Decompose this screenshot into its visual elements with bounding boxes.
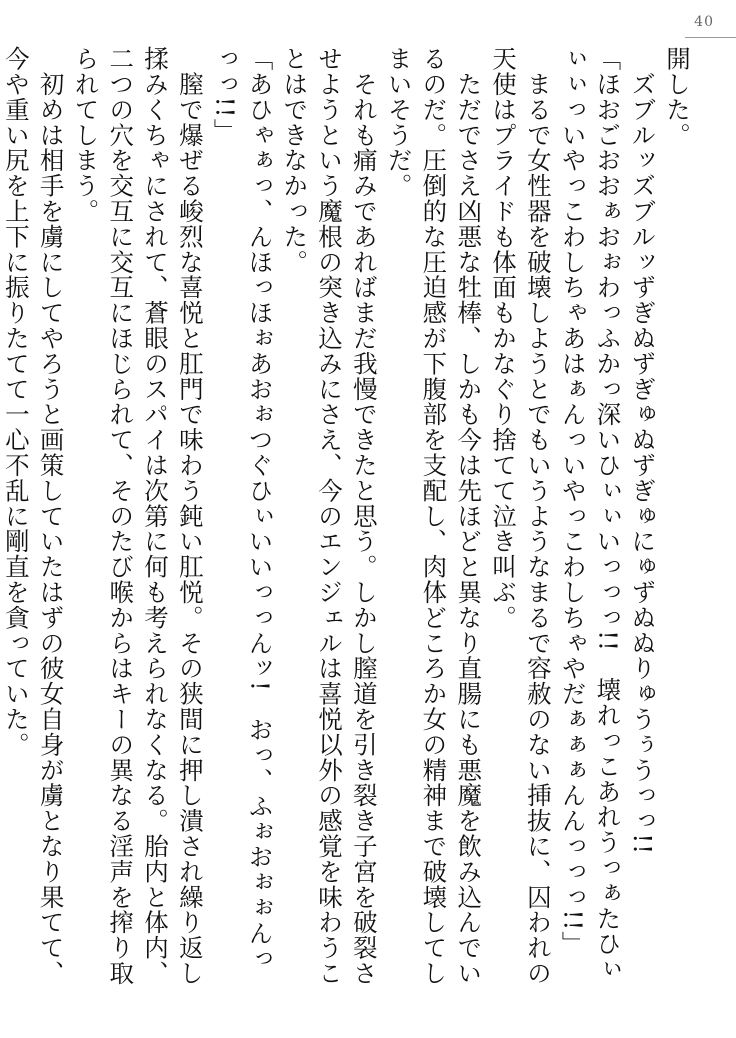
dialogue-paragraph: 「あひゃぁっ、んほっほぉあおぉつぐひぃいいっっんッ! おっ、ふぉおぉぉんっっっ!!」 (210, 46, 275, 972)
paragraph: 膣で爆ぜる峻烈な喜悦と肛門で味わう鈍い肛悦。その狭間に押し潰され繰り返し揉みくちゃにされて、蒼眼のスパイは次第に何も考えられなくなる。胎内と体内、二つの穴を交互に交互にほじられて、そのたび喉からはキーの異なる淫声を搾り取られてしまう。 (71, 46, 205, 986)
paragraph: それも痛みであればまだ我慢できたと思う。しかし膣道を引き裂き子宮を破裂させようという魔根の突き込みにさえ、今のエンジェルは喜悦以外の感覚を味わうことはできなかった。 (280, 46, 379, 986)
paragraph: まるで女性器を破壊しようとでもいうようなまるで容赦のない挿抜に、囚われの天使はプライドも体面もかなぐり捨てて泣き叫ぶ。 (489, 46, 553, 986)
paragraph: ただでさえ凶悪な牡棒、しかも今は先ほどと異なり直腸にも悪魔を飲み込んでいるのだ。圧倒的な圧迫感が下腹部を支配し、肉体どころか女の精神まで破壊してしまいそうだ。 (384, 46, 484, 986)
paragraph: 開した。 (663, 46, 692, 148)
paragraph: 初めは相手を虜にしてやろうと画策していたはずの彼女自身が虜となり果てて、今や重い尻を上下に振りたてて一心不乱に剛直を貪っていた。 (1, 46, 66, 986)
dialogue-paragraph: 「ほおごおおぁおぉわっふかっ深いひぃぃいっっっ!! 壊れっこあれうっぁたひぃぃぃっいやっこわしちゃあはぁんっいやっこわしちゃやだぁぁぁんんっっっ!!」 (558, 46, 623, 982)
vertical-text-body (1, 46, 694, 996)
header-rule (685, 37, 736, 38)
paragraph: ズブルッズブルッずぎぬずぎゅぬずぎゅにゅずぬぬりゅうぅうっっ!! (628, 46, 658, 855)
page-number: 40 (694, 14, 714, 30)
